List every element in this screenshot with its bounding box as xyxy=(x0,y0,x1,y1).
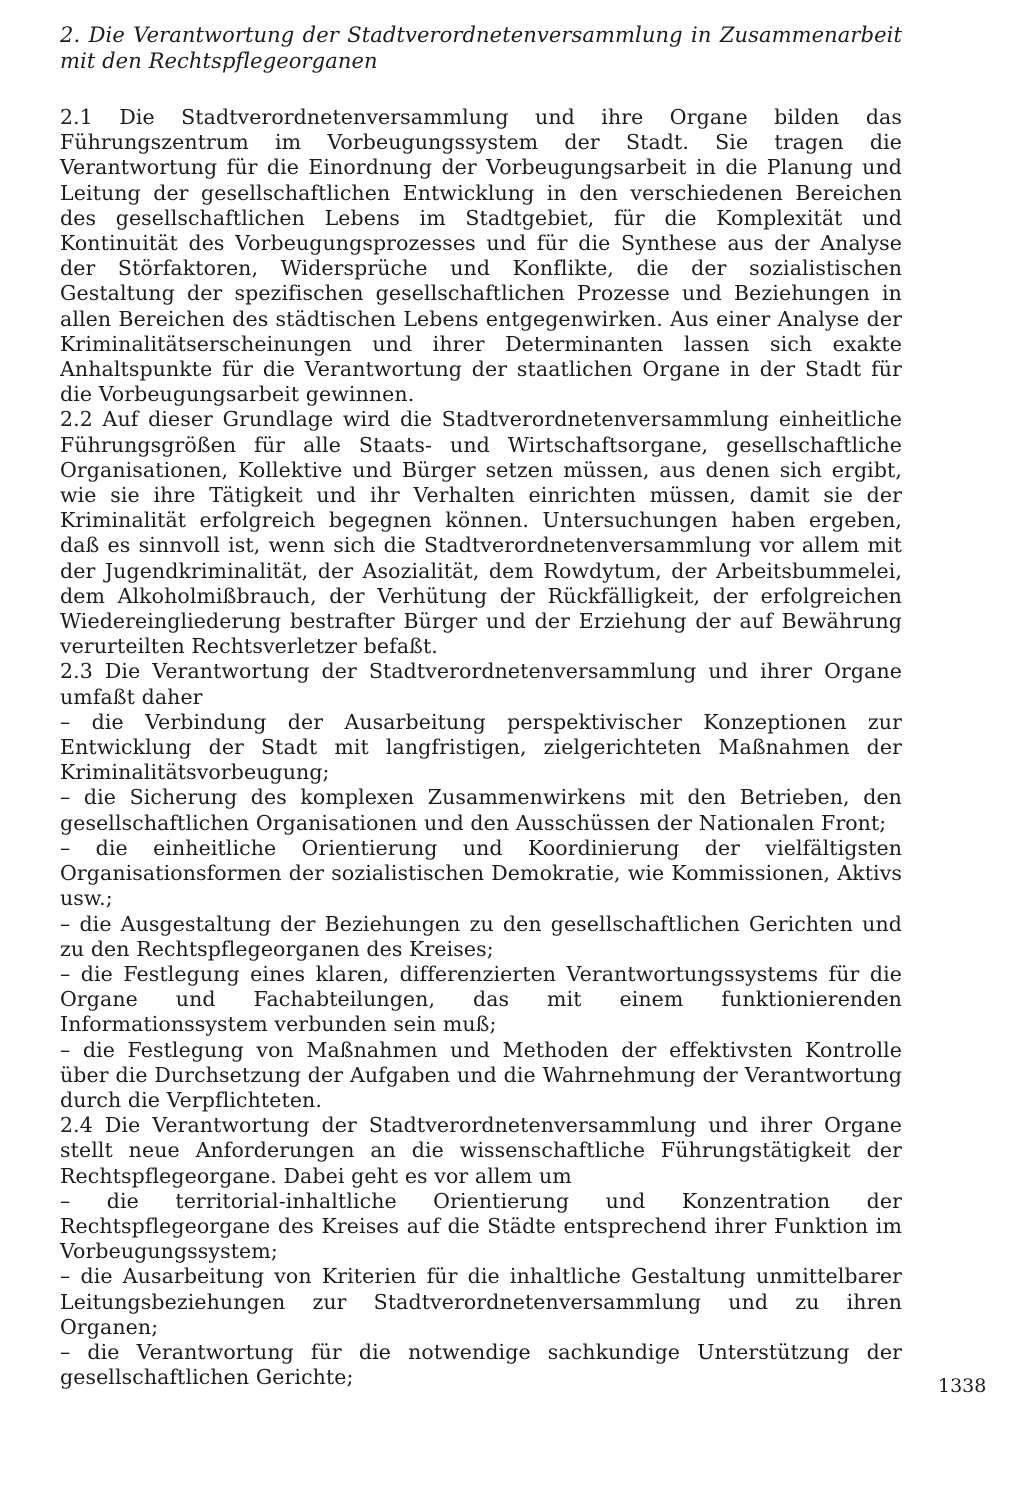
list-item: – die territorial-inhaltliche Orientierung und Konzentration der Rechtspflegeorgane des Kreises auf die Städte entsprechend ihrer Funktion im Vorbeugungssystem; xyxy=(60,1188,902,1264)
list-item: – die einheitliche Orientierung und Koordinierung der vielfältigsten Organisationsformen der sozialistischen Demokratie, wie Kommissionen, Aktivs usw.; xyxy=(60,835,902,911)
document-page xyxy=(60,22,902,1390)
section-heading: 2. Die Verantwortung der Stadtverordnetenversammlung in Zusammenarbeit mit den Rechtspflegeorganen xyxy=(60,23,902,73)
paragraph-2-3: 2.3 Die Verantwortung der Stadtverordnetenversammlung und ihrer Organe umfaßt daher xyxy=(60,659,902,709)
list-item: – die Festlegung von Maßnahmen und Methoden der effektivsten Kontrolle über die Durchsetzung der Aufgaben und die Wahrnehmung der Verantwortung durch die Verpflichteten. xyxy=(60,1037,902,1112)
list-item: – die Festlegung eines klaren, differenzierten Verantwortungssystems für die Organe und Fachabteilungen, das mit einem funktionierenden Informationssystem verbunden sein muß; xyxy=(60,961,902,1037)
list-item: – die Ausarbeitung von Kriterien für die inhaltliche Gestaltung unmittelbarer Leitungsbeziehungen zur Stadtverordnetenversammlung und zu ihren Organen; xyxy=(60,1264,902,1339)
paragraph-2-2: 2.2 Auf dieser Grundlage wird die Stadtverordnetenversammlung einheitliche Führungsgrößen für alle Staats- und Wirtschaftsorgane, gesellschaftliche Organisationen, Kollektive und Bürger setzen müssen, aus denen sich ergibt, wie sie ihre Tätigkeit und ihr Verhalten einrichten müssen, damit sie der Kriminalität erfolgreich begegnen können. Untersuchungen haben ergeben, daß es sinnvoll ist, wenn sich die Stadtverordnetenversammlung vor allem mit der Jugendkriminalität, der Asozialität, dem Rowdytum, der Arbeitsbummelei, dem Alkoholmißbrauch, der Verhütung der Rückfälligkeit, der erfolgreichen Wiedereingliederung bestrafter Bürger und der Erziehung der auf Bewährung verurteilten Rechtsverletzer befaßt. xyxy=(60,407,902,659)
list-item: – die Sicherung des komplexen Zusammenwirkens mit den Betrieben, den gesellschaftlichen Organisationen und den Ausschüssen der Nationalen Front; xyxy=(60,785,902,835)
paragraph-2-1: 2.1 Die Stadtverordnetenversammlung und ihre Organe bilden das Führungszentrum im Vorbeugungssystem der Stadt. Sie tragen die Verantwortung für die Einordnung der Vorbeugungsarbeit in die Planung und Leitung der gesellschaftlichen Entwicklung in den verschiedenen Bereichen des gesellschaftlichen Lebens im Stadtgebiet, für die Komplexität und Kontinuität des Vorbeugungsprozesses und für die Synthese aus der Analyse der Störfaktoren, Widersprüche und Konflikte, die der sozialistischen Gestaltung der spezifischen gesellschaftlichen Prozesse und Beziehungen in allen Bereichen des städtischen Lebens entgegenwirken. Aus einer Analyse der Kriminalitätserscheinungen und ihrer Determinanten lassen sich exakte Anhaltspunkte für die Verantwortung der staatlichen Organe in der Stadt für die Vorbeugungsarbeit gewinnen. xyxy=(60,105,902,407)
paragraph-2-4: 2.4 Die Verantwortung der Stadtverordnetenversammlung und ihrer Organe stellt neue Anforderungen an die wissenschaftliche Führungstätigkeit der Rechtspflegeorgane. Dabei geht es vor allem um xyxy=(60,1113,902,1188)
list-item: – die Verantwortung für die notwendige sachkundige Unterstützung der gesellschaftlichen Gerichte; xyxy=(60,1339,902,1390)
page-number: 1338 xyxy=(938,1375,987,1397)
list-item: – die Verbindung der Ausarbeitung perspektivischer Konzeptionen zur Entwicklung der Stadt mit langfristigen, zielgerichteten Maßnahmen der Kriminalitätsvorbeugung; xyxy=(60,709,902,785)
list-item: – die Ausgestaltung der Beziehungen zu den gesellschaftlichen Gerichten und zu den Rechtspflegeorganen des Kreises; xyxy=(60,911,902,961)
